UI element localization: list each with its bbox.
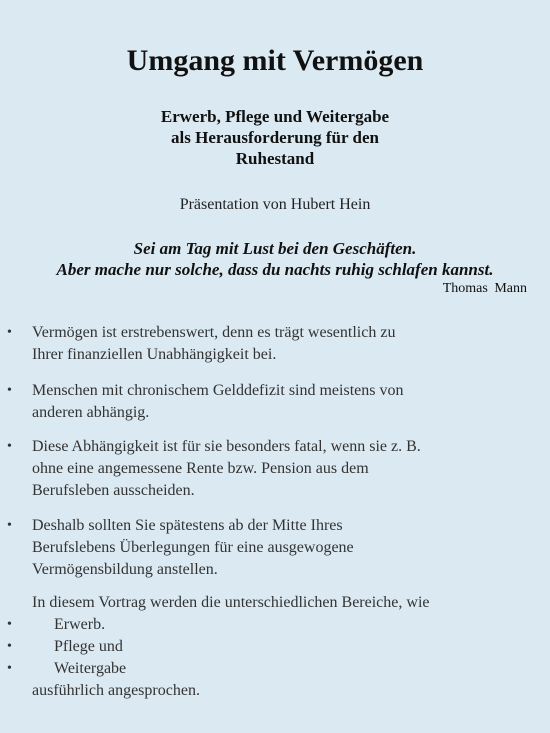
bullet-dot-icon: • <box>7 518 12 533</box>
bullet-text-line: Ihrer finanziellen Unabhängigkeit bei. <box>32 346 277 363</box>
quote <box>0 238 550 280</box>
bullet-text-line: Deshalb sollten Sie spätestens ab der Mitte Ihres <box>32 517 343 534</box>
bullet-text-line: Berufsleben ausscheiden. <box>32 482 195 499</box>
outro-text: ausführlich angesprochen. <box>32 682 200 699</box>
bullet-text-line: Diese Abhängigkeit ist für sie besonders fatal, wenn sie z. B. <box>32 438 421 455</box>
sub-bullet-text: Erwerb. <box>54 616 106 633</box>
bullet-text-line: Berufslebens Überlegungen für eine ausgewogene <box>32 539 354 556</box>
slide-subtitle <box>0 106 550 169</box>
bullet-dot-icon: • <box>7 617 12 632</box>
subtitle-line: Erwerb, Pflege und Weitergabe <box>160 107 390 126</box>
quote-line: Sei am Tag mit Lust bei den Geschäften. <box>133 239 417 258</box>
quote-line: Aber mache nur solche, dass du nachts ruhig schlafen kannst. <box>56 260 494 279</box>
bullet-text-line: Vermögen ist erstrebenswert, denn es trägt wesentlich zu <box>32 324 396 341</box>
sub-bullet-text: Pflege und <box>54 638 123 655</box>
subtitle-line: Ruhestand <box>235 149 315 168</box>
bullet-dot-icon: • <box>7 325 12 340</box>
bullet-text-line: ohne eine angemessene Rente bzw. Pension aus dem <box>32 460 369 477</box>
bullet-text-line: Menschen mit chronischem Gelddefizit sind meistens von <box>32 382 404 399</box>
bullet-dot-icon: • <box>7 639 12 654</box>
bullet-text-line: anderen abhängig. <box>32 404 150 421</box>
bullet-dot-icon: • <box>7 383 12 398</box>
bullet-text-line: Vermögensbildung anstellen. <box>32 561 218 578</box>
bullet-dot-icon: • <box>7 661 12 676</box>
bullet-dot-icon: • <box>7 439 12 454</box>
presenter-line: Präsentation von Hubert Hein <box>179 196 371 213</box>
quote-author: Thomas Mann <box>442 281 527 296</box>
intro-text: In diesem Vortrag werden die unterschiedlichen Bereiche, wie <box>32 594 430 611</box>
slide-title: Umgang mit Vermögen <box>126 44 424 77</box>
subtitle-line: als Herausforderung für den <box>171 128 379 147</box>
sub-bullet-text: Weitergabe <box>54 660 127 677</box>
